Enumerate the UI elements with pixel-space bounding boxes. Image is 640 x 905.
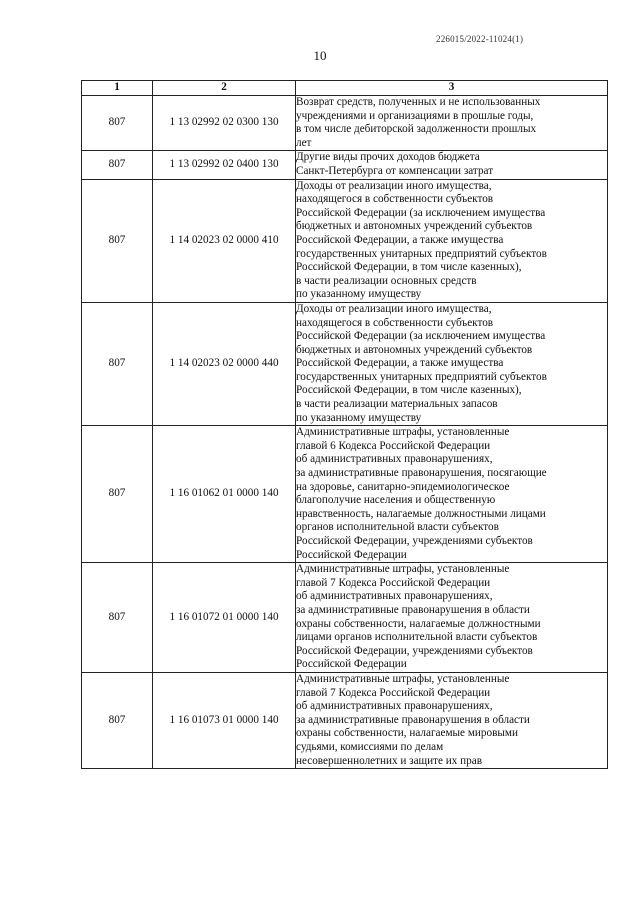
- description-line: Административные штрафы, установленные: [296, 672, 510, 685]
- description-line: Российской Федерации: [296, 658, 407, 671]
- description-line: лицами органов исполнительной власти субъектов: [296, 631, 538, 644]
- column-header-3: 3: [296, 81, 608, 96]
- description-line: главой 7 Кодекса Российской Федерации: [296, 686, 491, 699]
- description-line: в части реализации материальных запасов: [296, 398, 498, 411]
- budget-code-cell: 1 16 01073 01 0000 140: [153, 672, 296, 768]
- description-line: органов исполнительной власти субъектов: [296, 521, 499, 534]
- description-line: по указанному имуществу: [296, 411, 422, 424]
- description-line: нравственность, налагаемые должностными лицами: [296, 507, 546, 520]
- description-line: об административных правонарушениях,: [296, 700, 493, 713]
- admin-code-cell: 807: [82, 672, 153, 768]
- description-cell: [296, 96, 608, 151]
- budget-code-cell: 1 16 01072 01 0000 140: [153, 563, 296, 673]
- description-line: несовершеннолетних и защите их прав: [296, 754, 482, 767]
- document-id: 226015/2022-11024(1): [436, 34, 524, 44]
- page-number: 10: [313, 48, 327, 63]
- description-line: Российской Федерации, учреждениями субъектов: [296, 644, 533, 657]
- description-line: Другие виды прочих доходов бюджета: [296, 151, 480, 164]
- table-row: [82, 426, 608, 563]
- description-line: учреждениями и организациями в прошлые годы,: [296, 109, 534, 122]
- description-line: главой 7 Кодекса Российской Федерации: [296, 576, 491, 589]
- description-line: находящегося в собственности субъектов: [296, 316, 494, 329]
- description-line: охраны собственности, налагаемые мировыми: [296, 727, 518, 740]
- description-line: находящегося в собственности субъектов: [296, 193, 494, 206]
- description-line: в том числе дебиторской задолженности прошлых: [296, 123, 537, 136]
- description-line: Российской Федерации (за исключением имущества: [296, 206, 546, 219]
- description-line: Доходы от реализации иного имущества,: [296, 302, 492, 315]
- admin-code-cell: 807: [82, 563, 153, 673]
- description-line: бюджетных и автономных учреждений субъектов: [296, 220, 533, 233]
- admin-code-cell: 807: [82, 151, 153, 179]
- description-line: Российской Федерации: [296, 548, 407, 561]
- description-line: на здоровье, санитарно-эпидемиологическое: [296, 480, 510, 493]
- table-header-row: [82, 81, 608, 96]
- description-line: благополучие населения и общественную: [296, 494, 496, 507]
- admin-code-cell: 807: [82, 179, 153, 302]
- table-body: [82, 96, 608, 769]
- column-header-2: 2: [153, 81, 296, 96]
- description-line: Административные штрафы, установленные: [296, 563, 510, 576]
- description-line: Доходы от реализации иного имущества,: [296, 179, 492, 192]
- table-row: [82, 302, 608, 425]
- table-row: [82, 672, 608, 768]
- description-cell: [296, 672, 608, 768]
- description-line: за административные правонарушения, посягающие: [296, 467, 547, 480]
- description-line: в части реализации основных средств: [296, 274, 477, 287]
- description-line: Российской Федерации, а также имущества: [296, 233, 504, 246]
- description-line: Российской Федерации, учреждениями субъектов: [296, 535, 533, 547]
- budget-code-cell: 1 14 02023 02 0000 410: [153, 179, 296, 302]
- description-line: Российской Федерации, а также имущества: [296, 357, 504, 370]
- description-line: Российской Федерации (за исключением имущества: [296, 330, 546, 343]
- description-line: об административных правонарушениях,: [296, 590, 493, 603]
- admin-code-cell: 807: [82, 426, 153, 563]
- admin-code-cell: 807: [82, 302, 153, 425]
- description-cell: [296, 426, 608, 563]
- description-line: Российской Федерации, в том числе казенных),: [296, 261, 522, 274]
- description-cell: [296, 151, 608, 179]
- description-line: бюджетных и автономных учреждений субъектов: [296, 343, 533, 356]
- description-line: по указанному имуществу: [296, 288, 422, 301]
- description-line: Санкт-Петербурга от компенсации затрат: [296, 164, 494, 177]
- description-line: Российской Федерации, в том числе казенных),: [296, 384, 522, 397]
- description-line: судьями, комиссиями по делам: [296, 740, 444, 753]
- description-cell: [296, 179, 608, 302]
- table-row: [82, 96, 608, 151]
- description-line: за административные правонарушения в области: [296, 713, 530, 726]
- description-line: за административные правонарушения в области: [296, 603, 530, 616]
- budget-code-cell: 1 16 01062 01 0000 140: [153, 426, 296, 563]
- table-row: [82, 563, 608, 673]
- column-header-1: 1: [82, 81, 153, 96]
- admin-code-cell: 807: [82, 96, 153, 151]
- description-line: главой 6 Кодекса Российской Федерации: [296, 439, 491, 452]
- description-line: охраны собственности, налагаемые должностными: [296, 617, 541, 630]
- description-cell: [296, 302, 608, 425]
- table-row: [82, 151, 608, 179]
- description-line: об административных правонарушениях,: [296, 453, 493, 466]
- description-line: Возврат средств, полученных и не использованных: [296, 96, 541, 108]
- budget-code-cell: 1 14 02023 02 0000 440: [153, 302, 296, 425]
- description-line: государственных унитарных предприятий субъектов: [296, 370, 547, 383]
- description-line: лет: [296, 136, 312, 149]
- description-line: государственных унитарных предприятий субъектов: [296, 247, 547, 260]
- description-line: Административные штрафы, установленные: [296, 426, 510, 439]
- budget-code-cell: 1 13 02992 02 0300 130: [153, 96, 296, 151]
- budget-code-cell: 1 13 02992 02 0400 130: [153, 151, 296, 179]
- description-cell: [296, 563, 608, 673]
- income-codes-table: [81, 80, 608, 769]
- table-row: [82, 179, 608, 302]
